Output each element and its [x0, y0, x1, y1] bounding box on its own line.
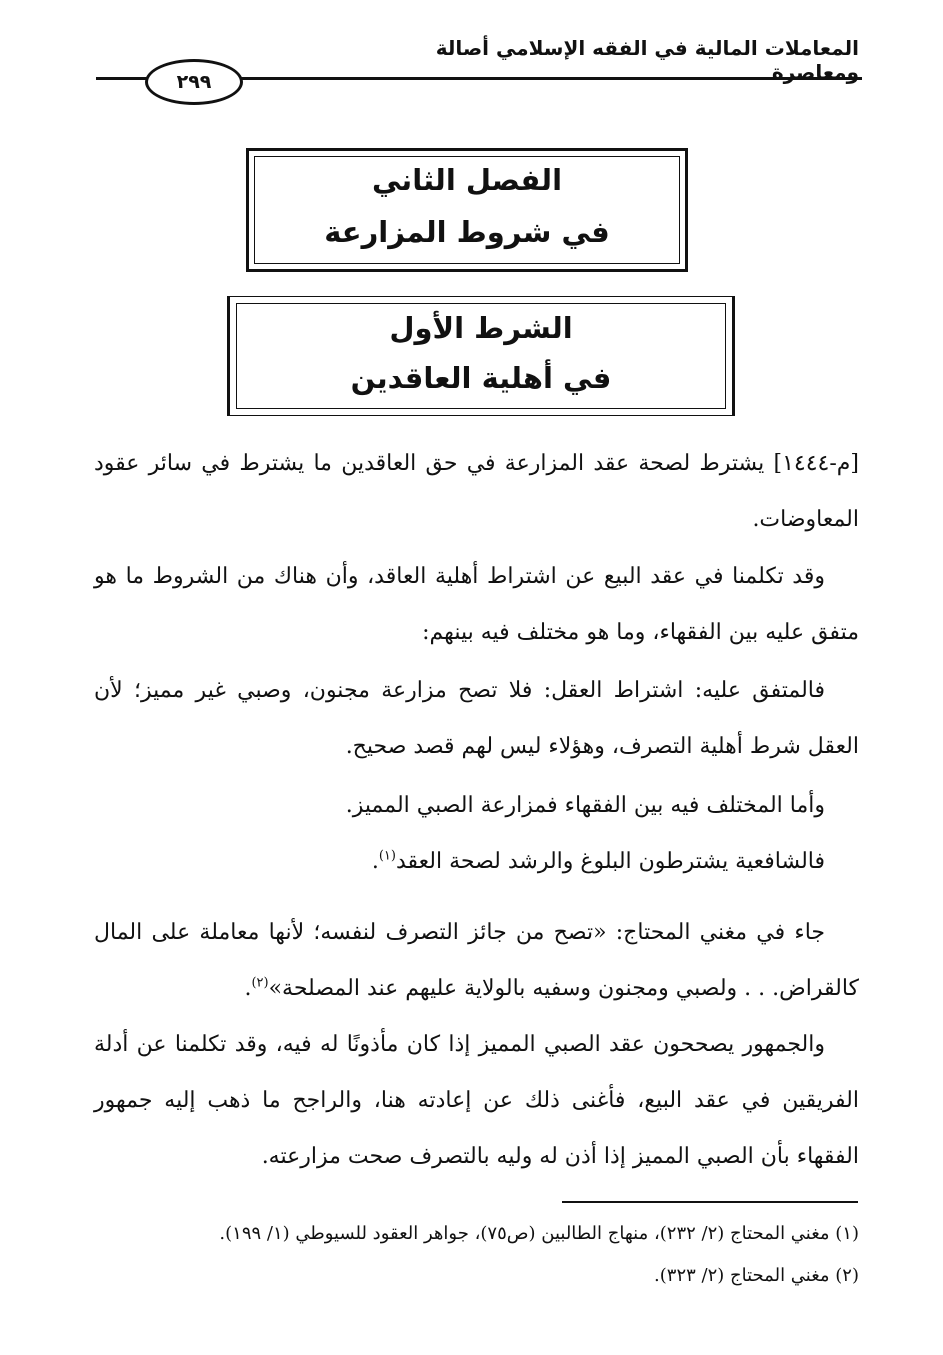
section-title: الشرط الأول — [389, 311, 573, 345]
footnote-ref-2: (٢) — [251, 975, 269, 991]
section-title-box — [227, 296, 735, 416]
paragraph-7: والجمهور يصححون عقد الصبي المميز إذا كان مأذونًا له فيه، وقد تكلمنا عن أدلة الفريقين في عقد البيع، فأغنى ذلك عن إعادته هنا، والراجح ما ذهب إليه جمهور الفقهاء بأن الصبي المميز إذا أذن له وليه بالتصرف صحت مزارعته. — [94, 1032, 859, 1169]
footnote-separator — [562, 1201, 858, 1203]
paragraph-4: وأما المختلف فيه بين الفقهاء فمزارعة الصبي المميز. — [345, 793, 825, 818]
chapter-title-box — [246, 148, 688, 272]
paragraph-5-text: فالشافعية يشترطون البلوغ والرشد لصحة العقد — [395, 849, 825, 874]
paragraph-6-end: . — [244, 976, 252, 1001]
paragraph-5-end: . — [371, 849, 379, 874]
running-title: المعاملات المالية في الفقه الإسلامي أصالة ومعاصرة — [435, 36, 859, 84]
paragraph-5 — [94, 834, 859, 890]
footnote-1: (١) مغني المحتاج (٢/ ٢٣٢)، منهاج الطالبين (ص٧٥)، جواهر العقود للسيوطي (١/ ١٩٩). — [219, 1223, 859, 1244]
footnote-2: (٢) مغني المحتاج (٢/ ٣٢٣). — [654, 1265, 859, 1286]
page-number: ٢٩٩ — [176, 71, 212, 93]
paragraph-1: [م-١٤٤٤] يشترط لصحة عقد المزارعة في حق العاقدين ما يشترط في سائر عقود المعاوضات. — [94, 451, 859, 532]
paragraph-6-text: جاء في مغني المحتاج: «تصح من جائز التصرف لنفسه؛ لأنها معاملة على المال كالقراض. . . ولصبي ومجنون وسفيه بالولاية عليهم عند المصلحة» — [94, 920, 859, 1001]
footnote-ref-1: (١) — [378, 848, 396, 864]
paragraph-3: فالمتفق عليه: اشتراط العقل: فلا تصح مزارعة مجنون، وصبي غير مميز؛ لأن العقل شرط أهلية التصرف، وهؤلاء ليس لهم قصد صحيح. — [94, 678, 859, 759]
chapter-subtitle: في شروط المزارعة — [324, 215, 610, 249]
paragraph-6 — [94, 905, 859, 1017]
section-subtitle: في أهلية العاقدين — [350, 361, 612, 395]
page-number-badge — [145, 59, 243, 105]
paragraph-2: وقد تكلمنا في عقد البيع عن اشتراط أهلية العاقد، وأن هناك من الشروط ما هو متفق عليه بين الفقهاء، وما هو مختلف فيه بينهم: — [94, 564, 859, 645]
chapter-title: الفصل الثاني — [371, 163, 563, 197]
